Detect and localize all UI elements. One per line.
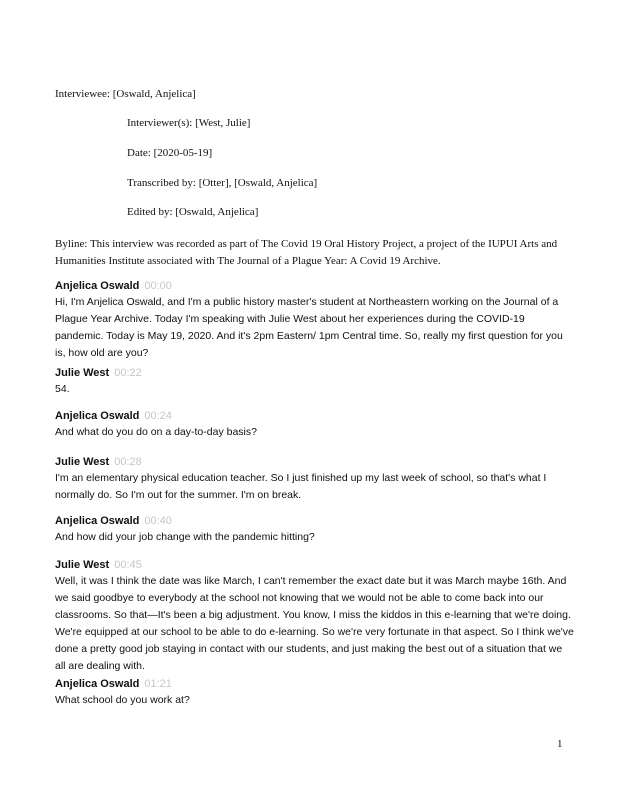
- turn-header: [55, 455, 575, 469]
- timestamp: 00:40: [144, 515, 172, 527]
- page-number: 1: [557, 738, 563, 750]
- transcript-turn: [55, 558, 575, 675]
- speaker-name: Julie West: [55, 456, 110, 468]
- turn-header: [55, 366, 575, 380]
- turn-text: Hi, I'm Anjelica Oswald, and I'm a public history master's student at Northeastern working on the Journal of a Plague Year Archive. Today I'm speaking with Julie West about her experiences during the COVID-19 pandemic. Today is May 19, 2020. And it's 2pm Eastern/ 1pm Central time. So, really my first question for you is, how old are you?: [55, 296, 563, 359]
- speaker-name: Anjelica Oswald: [55, 678, 140, 690]
- timestamp: 01:21: [144, 678, 172, 690]
- transcript-turn: [55, 514, 575, 546]
- timestamp: 00:22: [114, 367, 142, 379]
- turn-header: [55, 514, 575, 528]
- transcript-turn: [55, 455, 575, 504]
- timestamp: 00:28: [114, 456, 142, 468]
- interviewee-line: Interviewee: [Oswald, Anjelica]: [55, 88, 196, 100]
- transcript-turn: [55, 279, 575, 362]
- date-line: Date: [2020-05-19]: [127, 147, 213, 159]
- turn-header: [55, 677, 575, 691]
- byline: Byline: This interview was recorded as part of The Covid 19 Oral History Project, a project of the IUPUI Arts and Humanities Institute associated with The Journal of a Plague Year: A Covid 19 Archive.: [55, 238, 558, 267]
- timestamp: 00:24: [144, 410, 172, 422]
- timestamp: 00:00: [144, 280, 172, 292]
- speaker-name: Anjelica Oswald: [55, 515, 140, 527]
- speaker-name: Julie West: [55, 559, 110, 571]
- edited-by-line: Edited by: [Oswald, Anjelica]: [127, 206, 259, 218]
- speaker-name: Julie West: [55, 367, 110, 379]
- turn-header: [55, 558, 575, 572]
- turn-text: 54.: [55, 383, 70, 395]
- turn-header: [55, 279, 575, 293]
- turn-header: [55, 409, 575, 423]
- turn-text: What school do you work at?: [55, 694, 190, 706]
- turn-text: And how did your job change with the pandemic hitting?: [55, 531, 315, 543]
- interviewers-line: Interviewer(s): [West, Julie]: [127, 117, 251, 129]
- transcript-turn: [55, 677, 575, 709]
- transcript-turn: [55, 366, 575, 398]
- turn-text: I'm an elementary physical education teacher. So I just finished up my last week of school, so that's what I normally do. So I'm out for the summer. I'm on break.: [55, 472, 547, 501]
- speaker-name: Anjelica Oswald: [55, 410, 140, 422]
- turn-text: And what do you do on a day-to-day basis?: [55, 426, 257, 438]
- timestamp: 00:45: [114, 559, 142, 571]
- turn-text: Well, it was I think the date was like March, I can't remember the exact date but it was March maybe 16th. And we said goodbye to everybody at the school not knowing that we would not be able to come back into our classrooms. So that—It's been a big adjustment. You know, I miss the kiddos in this e-learning that we're doing. We're equipped at our school to be able to do e-learning. So we're very fortunate in that aspect. So I think we've done a pretty good job staying in contact with our students, and just making the best out of a situation that we all are dealing with.: [55, 575, 574, 672]
- speaker-name: Anjelica Oswald: [55, 280, 140, 292]
- transcript-turn: [55, 409, 575, 441]
- transcribed-by-line: Transcribed by: [Otter], [Oswald, Anjelica]: [127, 177, 318, 189]
